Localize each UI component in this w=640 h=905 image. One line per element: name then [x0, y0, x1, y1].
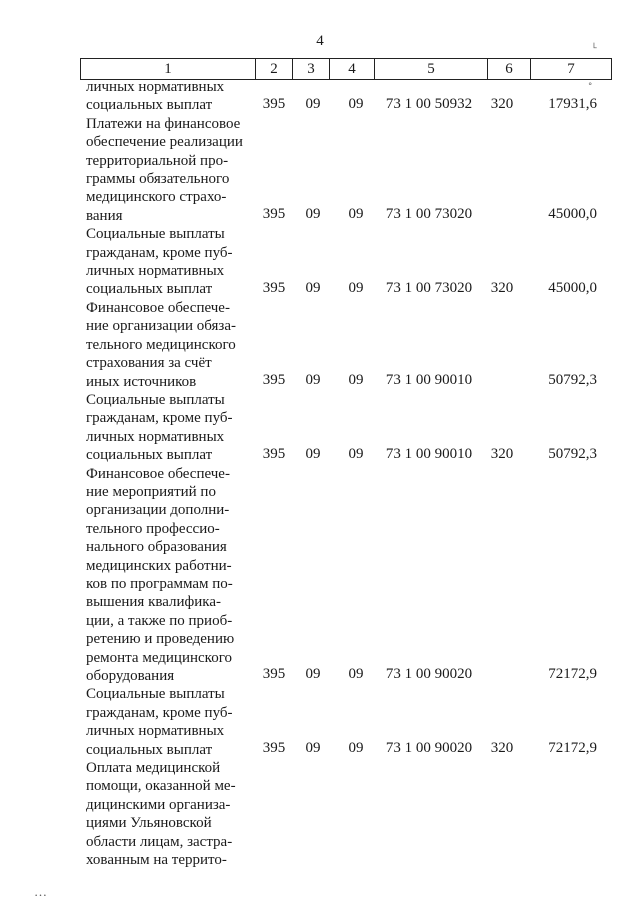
description-line: помощи, оказанной ме-	[86, 778, 236, 795]
scan-mark: ˳	[588, 70, 593, 85]
description-line: вышения квалифика-	[86, 594, 222, 611]
cell-c3: 09	[305, 206, 321, 223]
cell-c2: 395	[262, 206, 286, 223]
description-line: Финансовое обеспече-	[86, 465, 230, 482]
description-line: организации дополни-	[86, 502, 230, 519]
description-line: личных нормативных	[86, 263, 225, 280]
description-line: граммы обязательного	[86, 171, 230, 188]
scan-mark: …	[34, 884, 47, 899]
description-line: вания	[86, 207, 123, 224]
cell-c5: 73 1 00 90010	[385, 445, 473, 462]
cell-c6: 320	[490, 445, 514, 462]
description-line: медицинского страхо-	[86, 189, 227, 206]
description-line: тельного медицинского	[86, 336, 236, 353]
description-line: области лицам, застра-	[86, 833, 233, 850]
description-line: гражданам, кроме пуб-	[86, 704, 233, 721]
cell-c3: 09	[305, 280, 321, 296]
description-line: гражданам, кроме пуб-	[86, 410, 233, 427]
header-col-7: 7	[531, 59, 612, 80]
cell-c7: 17931,6	[548, 96, 597, 112]
cell-c4: 09	[348, 666, 364, 683]
table-row	[0, 280, 640, 300]
description-line: социальных выплат	[86, 447, 213, 464]
cell-c7: 45000,0	[548, 280, 597, 296]
cell-c2: 395	[262, 740, 286, 756]
cell-c2: 395	[262, 666, 286, 683]
header-col-2: 2	[256, 59, 293, 80]
cell-c4: 09	[348, 445, 364, 462]
description-line: ретению и проведению	[86, 631, 235, 648]
cell-c2: 395	[262, 96, 286, 112]
cell-c5: 73 1 00 50932	[385, 96, 473, 112]
header-col-5: 5	[375, 59, 488, 80]
cell-c3: 09	[305, 740, 321, 756]
table-row	[0, 666, 640, 686]
table-row	[0, 96, 640, 116]
cell-c2: 395	[262, 445, 286, 462]
cell-c2: 395	[262, 372, 286, 388]
cell-c4: 09	[348, 96, 364, 112]
description-line: ние мероприятий по	[86, 483, 216, 500]
header-row	[81, 59, 612, 80]
header-col-4: 4	[330, 59, 375, 80]
description-line: социальных выплат	[86, 97, 213, 114]
cell-c5: 73 1 00 73020	[385, 206, 473, 223]
description-line: иных источников	[86, 373, 197, 390]
description-line: личных нормативных	[86, 79, 225, 95]
cell-c4: 09	[348, 206, 364, 223]
description-line: оборудования	[86, 668, 175, 684]
cell-c5: 73 1 00 90010	[385, 372, 473, 388]
cell-c4: 09	[348, 372, 364, 388]
table-row	[0, 740, 640, 760]
description-line: Финансовое обеспече-	[86, 299, 230, 316]
table-header	[80, 58, 612, 80]
description-line: гражданам, кроме пуб-	[86, 244, 233, 261]
page-number: 4	[316, 33, 324, 49]
cell-c6: 320	[490, 96, 514, 112]
description-line: социальных выплат	[86, 281, 213, 298]
description-line: ков по программам по-	[86, 575, 233, 592]
description-line: личных нормативных	[86, 428, 225, 445]
description-line: социальных выплат	[86, 741, 213, 758]
description-line: циями Ульяновской	[86, 815, 212, 832]
cell-c4: 09	[348, 280, 364, 296]
cell-c5: 73 1 00 73020	[385, 280, 473, 296]
description-line: тельного профессио-	[86, 520, 220, 537]
table-row	[0, 206, 640, 226]
cell-c3: 09	[305, 372, 321, 388]
cell-c3: 09	[305, 445, 321, 462]
cell-c6: 320	[490, 280, 514, 296]
description-line: Социальные выплаты	[86, 686, 225, 703]
description-line: Платежи на финансовое	[86, 115, 241, 132]
description-line: хованным на террито-	[86, 852, 227, 869]
cell-c7: 50792,3	[548, 372, 597, 388]
cell-c2: 395	[262, 280, 286, 296]
header-col-1: 1	[81, 59, 256, 80]
scan-mark: ˪	[593, 36, 598, 51]
cell-c4: 09	[348, 740, 364, 756]
table-row	[0, 446, 640, 466]
description-line: нального образования	[86, 539, 227, 556]
description-line: страхования за счёт	[86, 355, 212, 372]
cell-c7: 72172,9	[548, 740, 597, 756]
table-row	[0, 372, 640, 392]
header-col-6: 6	[488, 59, 531, 80]
cell-c7: 45000,0	[548, 206, 597, 223]
cell-c7: 50792,3	[548, 445, 597, 462]
description-line: территориальной про-	[86, 152, 229, 169]
cell-c3: 09	[305, 96, 321, 112]
cell-c6: 320	[490, 740, 514, 756]
cell-c7: 72172,9	[548, 666, 597, 683]
description-line: дицинскими организа-	[86, 796, 231, 813]
cell-c5: 73 1 00 90020	[385, 740, 473, 756]
description-line: ние организации обяза-	[86, 318, 236, 335]
description-line: Социальные выплаты	[86, 391, 225, 408]
description-line: личных нормативных	[86, 723, 225, 740]
cell-c3: 09	[305, 666, 321, 683]
description-line: медицинских работни-	[86, 557, 232, 574]
cell-c5: 73 1 00 90020	[385, 666, 473, 683]
header-col-3: 3	[293, 59, 330, 80]
description-line: Оплата медицинской	[86, 760, 221, 777]
description-line: ции, а также по приоб-	[86, 612, 233, 629]
description-line: обеспечение реализации	[86, 134, 243, 151]
description-line: Социальные выплаты	[86, 226, 225, 243]
description-line: ремонта медицинского	[86, 649, 232, 666]
